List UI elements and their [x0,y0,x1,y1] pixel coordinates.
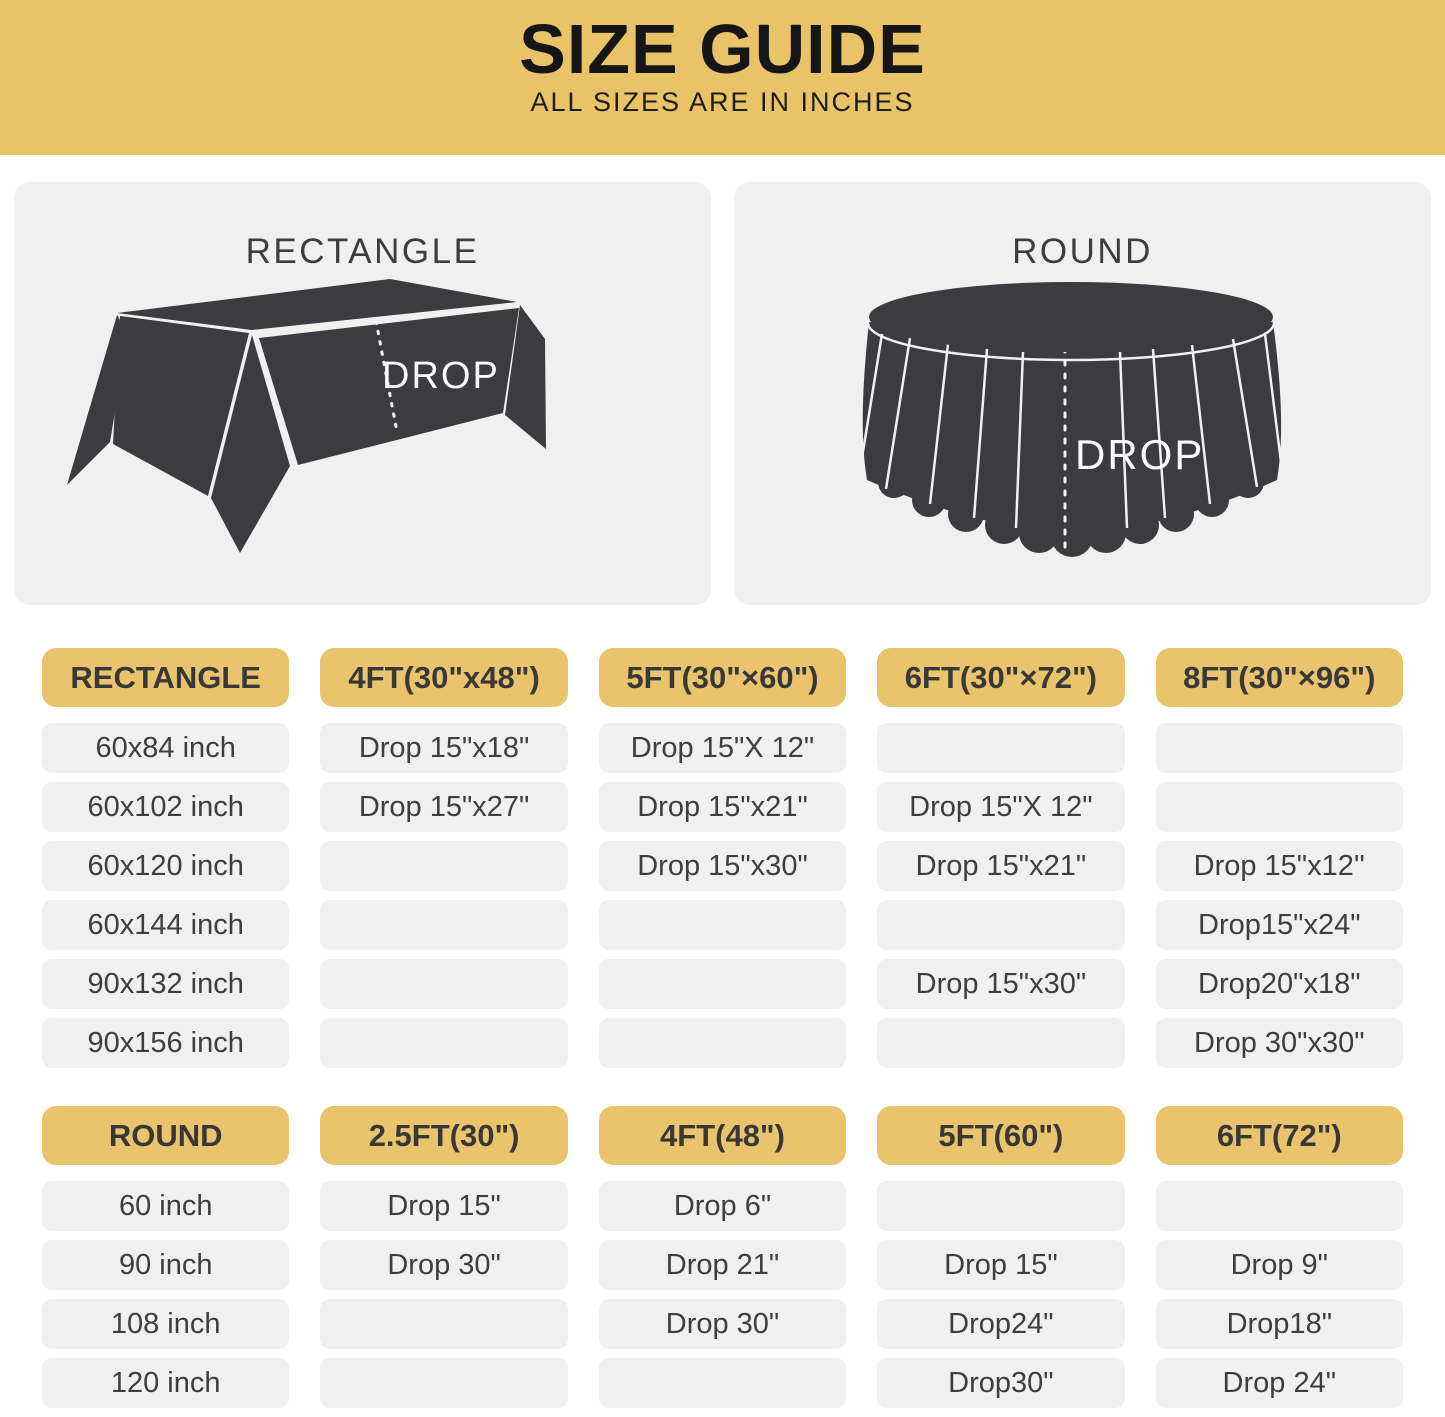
drop-value-pill: Drop 15"x12'' [1156,841,1403,891]
drop-value-pill: Drop24" [877,1299,1124,1349]
size-tables [0,648,1445,1408]
drop-value-pill: Drop 24" [1156,1358,1403,1408]
column-header-pill: 6FT(30"×72") [877,648,1124,707]
round-panel-title: ROUND [1012,232,1153,271]
empty-value-pill [320,1299,567,1349]
empty-value-pill [320,841,567,891]
size-label-pill: 108 inch [42,1299,289,1349]
size-label-pill: 90x132 inch [42,959,289,1009]
column-header-pill: 4FT(48") [599,1106,846,1165]
drop-value-pill: Drop20"x18" [1156,959,1403,1009]
drop-value-pill: Drop 15"X 12" [599,723,846,773]
column-header-pill: 5FT(60") [877,1106,1124,1165]
empty-value-pill [320,1018,567,1068]
column-header-pill: 2.5FT(30") [320,1106,567,1165]
size-label-pill: 60x102 inch [42,782,289,832]
drop-value-pill: Drop 30" [599,1299,846,1349]
column-header-pill: 5FT(30"×60") [599,648,846,707]
column-header-pill: 4FT(30"x48") [320,648,567,707]
size-guide-title: SIZE GUIDE [519,10,926,88]
drop-value-pill: Drop 15"x18" [320,723,567,773]
banner [0,0,1445,155]
size-label-pill: 120 inch [42,1358,289,1408]
size-label-pill: 60x120 inch [42,841,289,891]
empty-value-pill [599,1018,846,1068]
empty-value-pill [877,900,1124,950]
empty-value-pill [1156,723,1403,773]
rectangle-panel [14,182,711,605]
size-guide-subtitle: ALL SIZES ARE IN INCHES [530,87,915,117]
drop-value-pill: Drop 15"X 12" [877,782,1124,832]
drop-value-pill: Drop 15"x21" [599,782,846,832]
round-tabletop [869,282,1273,352]
drop-value-pill: Drop15"x24" [1156,900,1403,950]
rectangle-panel-title: RECTANGLE [245,232,480,271]
round-size-table [42,1106,1403,1408]
drop-value-pill: Drop 15"x27" [320,782,567,832]
drop-value-pill: Drop 21" [599,1240,846,1290]
size-label-pill: 90x156 inch [42,1018,289,1068]
drop-value-pill: Drop30" [877,1358,1124,1408]
empty-value-pill [320,900,567,950]
drop-value-pill: Drop 15"x30" [877,959,1124,1009]
empty-value-pill [877,723,1124,773]
column-header-pill: 6FT(72") [1156,1106,1403,1165]
empty-value-pill [320,1358,567,1408]
empty-value-pill [599,1358,846,1408]
empty-value-pill [599,959,846,1009]
empty-value-pill [320,959,567,1009]
drop-label: DROP [1075,431,1205,478]
drop-value-pill: Drop 15"x30" [599,841,846,891]
size-label-pill: 60x84 inch [42,723,289,773]
drop-value-pill: Drop 15" [320,1181,567,1231]
empty-value-pill [877,1018,1124,1068]
row-group-header-pill: RECTANGLE [42,648,289,707]
round-panel [734,182,1431,605]
size-label-pill: 90 inch [42,1240,289,1290]
illustration-panels [14,182,1431,605]
column-header-pill: 8FT(30"×96") [1156,648,1403,707]
drop-value-pill: Drop18" [1156,1299,1403,1349]
empty-value-pill [877,1181,1124,1231]
drop-value-pill: Drop 30" [320,1240,567,1290]
drop-value-pill: Drop 15" [877,1240,1124,1290]
drop-value-pill: Drop 6" [599,1181,846,1231]
empty-value-pill [599,900,846,950]
drop-value-pill: Drop 30"x30" [1156,1018,1403,1068]
row-group-header-pill: ROUND [42,1106,289,1165]
rectangle-size-table [42,648,1403,1068]
drop-value-pill: Drop 15"x21" [877,841,1124,891]
empty-value-pill [1156,1181,1403,1231]
size-label-pill: 60x144 inch [42,900,289,950]
empty-value-pill [1156,782,1403,832]
size-label-pill: 60 inch [42,1181,289,1231]
drop-label: DROP [382,355,500,397]
drop-value-pill: Drop 9" [1156,1240,1403,1290]
